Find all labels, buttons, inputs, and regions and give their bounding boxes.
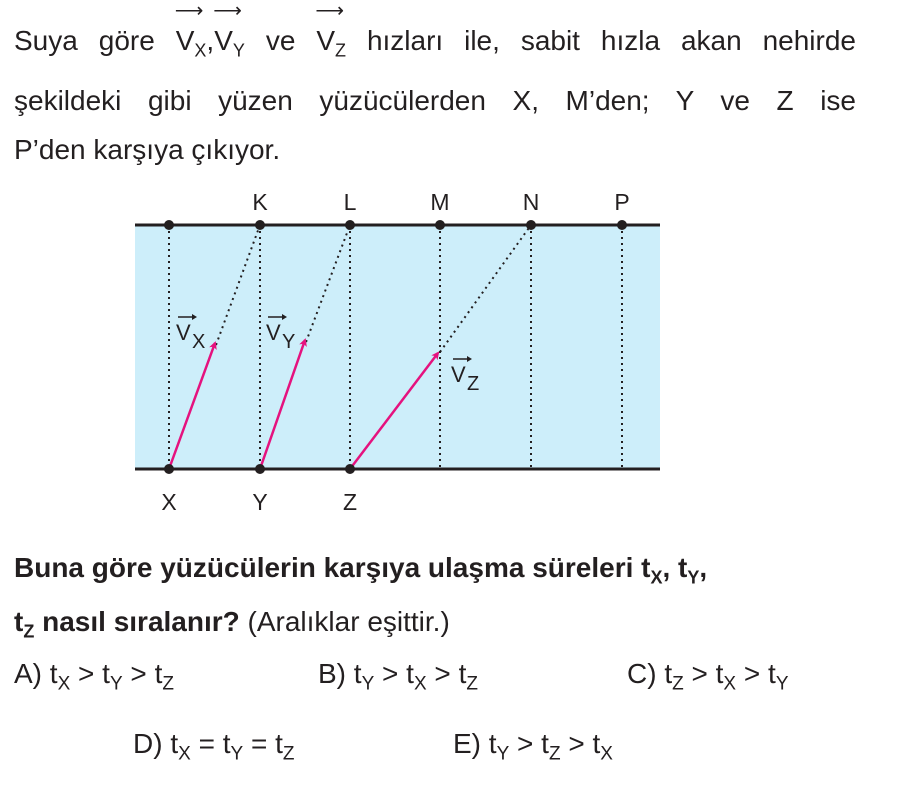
subscript: Z: [23, 621, 35, 642]
svg-text:V: V: [266, 320, 281, 345]
option-term: t: [715, 658, 724, 689]
question-part: ,: [699, 552, 708, 583]
option-label: C): [627, 658, 657, 689]
river-diagram: [0, 180, 909, 520]
subscript: Y: [496, 743, 510, 765]
option-label: A): [14, 658, 42, 689]
svg-text:Y: Y: [282, 331, 296, 353]
vector-arrow-icon: ⟶: [213, 0, 242, 22]
vector-subscript: X: [194, 40, 207, 61]
option-term: t: [154, 658, 163, 689]
option-b[interactable]: [318, 658, 478, 696]
option-a[interactable]: [14, 658, 174, 696]
subscript: X: [413, 673, 427, 695]
option-label: E): [453, 728, 481, 759]
question-part: t: [14, 605, 24, 637]
operator: >: [434, 658, 451, 689]
subscript: Z: [282, 743, 295, 765]
point-k: [255, 220, 265, 230]
label-n: N: [522, 189, 540, 215]
vector-letter: V: [316, 25, 336, 56]
svg-text:V: V: [176, 320, 191, 345]
problem-statement: [14, 0, 856, 174]
option-term: t: [353, 658, 362, 689]
point-n: [526, 220, 536, 230]
question-note: (Aralıklar eşittir.): [247, 605, 450, 637]
question-part: , t: [662, 552, 688, 583]
subscript: Z: [162, 673, 174, 695]
question-part: Buna göre yüzücülerin karşıya ulaşma süreleri t: [14, 552, 651, 583]
option-term: t: [541, 728, 549, 759]
statement-text: Suya göre: [14, 25, 155, 56]
point-top-start: [164, 220, 174, 230]
option-label: D): [133, 728, 163, 759]
bottom-labels: [161, 489, 357, 515]
operator: =: [198, 728, 215, 759]
operator: >: [568, 728, 585, 759]
operator: >: [382, 658, 399, 689]
subscript: X: [600, 743, 613, 765]
option-term: t: [406, 658, 414, 689]
vector-letter: V: [214, 25, 233, 56]
operator: >: [78, 658, 95, 689]
label-k: K: [252, 189, 268, 215]
label-l: L: [343, 189, 357, 215]
point-m: [435, 220, 445, 230]
operator: >: [517, 728, 534, 759]
vector-vx: [174, 0, 207, 76]
subscript: Y: [361, 673, 375, 695]
option-c[interactable]: [627, 658, 789, 696]
statement-line-1: [14, 0, 856, 76]
statement-line-2: şekildeki gibi yüzen yüzücülerden X, M’den; Y ve Z ise: [14, 84, 856, 116]
vector-vz: [315, 0, 347, 76]
operator: >: [130, 658, 147, 689]
subscript: Y: [230, 743, 244, 765]
point-y: [255, 464, 265, 474]
svg-text:Z: Z: [467, 373, 480, 395]
point-p: [617, 220, 627, 230]
vector-vy: [213, 0, 245, 76]
label-p: P: [614, 189, 630, 215]
statement-text: hızları ile, sabit hızla akan nehirde: [366, 25, 856, 56]
label-m: M: [430, 189, 450, 215]
option-term: t: [592, 728, 601, 759]
option-term: t: [170, 728, 179, 759]
vector-subscript: Y: [232, 40, 245, 61]
statement-line-3: P’den karşıya çıkıyor.: [14, 133, 281, 165]
subscript: Y: [109, 673, 123, 695]
label-z: Z: [342, 489, 358, 515]
option-term: t: [49, 658, 58, 689]
vector-subscript: Z: [335, 40, 347, 61]
question-text: [14, 546, 860, 653]
svg-text:V: V: [451, 362, 466, 387]
option-d[interactable]: [133, 728, 295, 766]
subscript: X: [178, 743, 191, 765]
label-y: Y: [252, 489, 268, 515]
option-term: t: [458, 658, 467, 689]
option-term: t: [768, 658, 776, 689]
subscript: Y: [687, 567, 700, 588]
point-l: [345, 220, 355, 230]
subscript: Z: [672, 673, 684, 695]
operator: =: [250, 728, 268, 759]
option-label: B): [318, 658, 346, 689]
subscript: Y: [775, 673, 789, 695]
vector-letter: V: [175, 25, 195, 56]
option-term: t: [222, 728, 231, 759]
vector-arrow-icon: ⟶: [174, 0, 204, 22]
point-x: [164, 464, 174, 474]
subscript: Z: [466, 673, 478, 695]
top-labels: [252, 189, 629, 215]
option-e[interactable]: [453, 728, 613, 766]
vector-arrow-icon: ⟶: [315, 0, 344, 22]
conjunction: ve: [265, 25, 296, 56]
option-term: t: [488, 728, 497, 759]
operator: >: [743, 658, 761, 689]
subscript: X: [723, 673, 737, 695]
option-term: t: [102, 658, 110, 689]
option-term: t: [664, 658, 673, 689]
operator: >: [691, 658, 708, 689]
option-term: t: [275, 728, 283, 759]
question-part: nasıl sıralanır?: [34, 605, 240, 637]
subscript: Z: [548, 743, 561, 765]
subscript: X: [57, 673, 71, 695]
point-z: [345, 464, 355, 474]
comma: ,: [206, 25, 215, 56]
subscript: X: [650, 567, 663, 588]
svg-text:X: X: [192, 331, 206, 353]
label-x: X: [161, 489, 177, 515]
